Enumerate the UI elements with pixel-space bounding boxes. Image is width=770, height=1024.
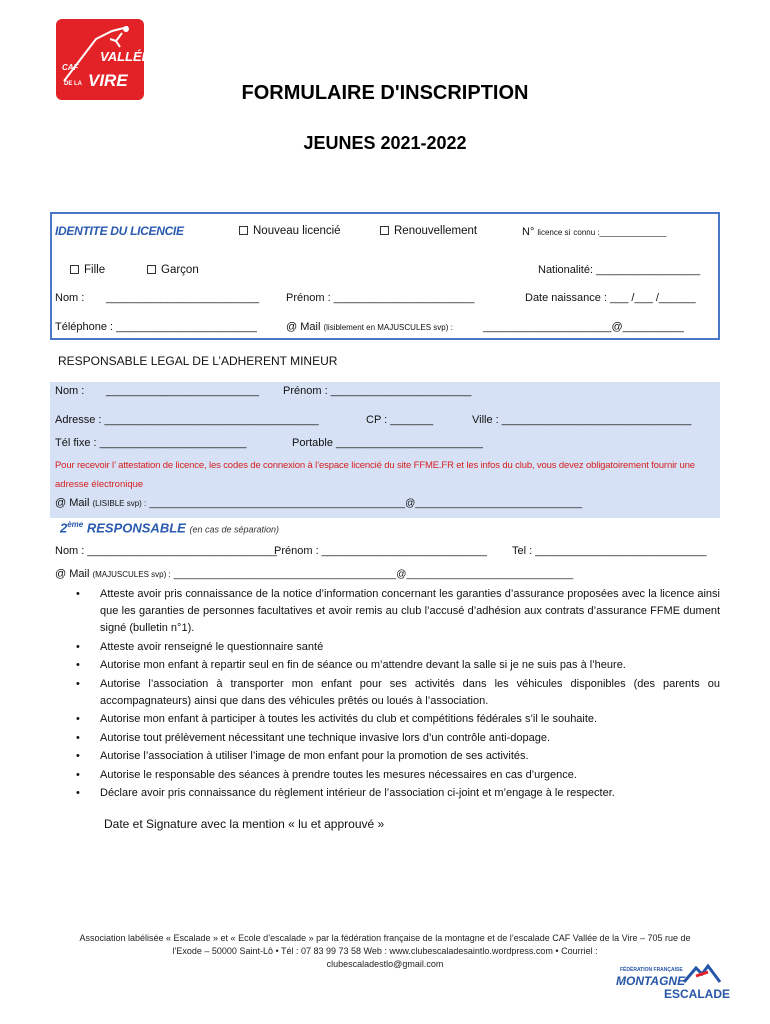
name-field[interactable]: _________________________ <box>106 292 259 304</box>
signature-label: Date et Signature avec la mention « lu et approuvé » <box>104 817 385 831</box>
legal-mail-label: @ Mail <box>55 497 90 509</box>
boy-option[interactable] <box>147 264 199 276</box>
consent-item-leave-alone: • Autorise mon enfant à repartir seul en fin de séance ou m’attendre devant la salle si je ne suis pas à l’heure. <box>72 657 720 674</box>
consent-item-image: • Autorise l’association à utiliser l’image de mon enfant pour la promotion de ses activités. <box>72 748 720 765</box>
licence-known-line: connu :_______________ <box>573 228 667 237</box>
legal-name-field[interactable]: _________________________ <box>106 385 259 397</box>
boy-checkbox[interactable] <box>147 265 156 274</box>
phone-field[interactable]: Téléphone : _______________________ <box>55 321 257 333</box>
new-member-option[interactable] <box>239 225 341 237</box>
mail-field[interactable] <box>286 321 453 333</box>
legal-notice-line1: Pour recevoir l’ attestation de licence, les codes de connexion à l’espace licencié du site FFME.FR et les infos du club, vous devez obligatoirement fournir une <box>55 460 695 471</box>
consent-item-health: • Atteste avoir renseigné le questionnaire santé <box>72 639 720 656</box>
second-heading-text: RESPONSABLE <box>83 520 186 536</box>
mail-line[interactable]: _____________________@__________ <box>483 321 684 333</box>
second-mail-label: @ Mail <box>55 568 90 580</box>
consent-item-rules: • Déclare avoir pris connaissance du règlement intérieur de l’association ci-joint et m’engage à le respecter. <box>72 785 720 802</box>
girl-checkbox[interactable] <box>70 265 79 274</box>
second-mail-field[interactable] <box>55 568 573 580</box>
girl-label: Fille <box>84 264 106 276</box>
form-title: FORMULAIRE D'INSCRIPTION <box>241 82 529 104</box>
renewal-option[interactable] <box>380 225 477 237</box>
footer-line3: clubescaladestlo@gmail.com <box>326 959 444 969</box>
nationality-field[interactable]: Nationalité: _________________ <box>538 264 701 276</box>
second-mail-line: ________________________________________@______________________________ <box>173 569 574 580</box>
legal-mail-field[interactable] <box>55 497 582 509</box>
firstname-field[interactable]: Prénom : _______________________ <box>286 292 475 304</box>
consent-item-activities: • Autorise mon enfant à participer à toutes les activités du club et compétitions fédérales s’il le souhaite. <box>72 711 720 728</box>
footer-line2: l’Exode – 50000 Saint-Lô • Tél : 07 83 99 73 58 Web : www.clubescaladesaintlo.wordpress.com • Courriel : <box>172 946 598 956</box>
legal-cp-field[interactable]: CP : _______ <box>366 414 434 426</box>
ffme-line2: ESCALADE <box>664 987 731 1001</box>
renewal-label: Renouvellement <box>394 225 478 237</box>
consent-list <box>72 586 720 804</box>
second-name-field[interactable]: Nom : _______________________________ <box>55 545 278 557</box>
girl-option[interactable] <box>70 264 105 276</box>
legal-heading: RESPONSABLE LEGAL DE L’ADHERENT MINEUR <box>58 354 338 368</box>
mail-hint: (lisiblement en MAJUSCULES svp) : <box>323 323 453 332</box>
logo-word-de-la: DE LA <box>64 81 82 87</box>
ffme-small: FÉDÉRATION FRANÇAISE <box>620 967 683 973</box>
legal-mail-hint: (LISIBLE svp) : <box>92 499 147 508</box>
ffme-line1: MONTAGNE <box>616 974 686 988</box>
consent-item-doping: • Autorise tout prélèvement nécessitant une technique invasive lors d’un contrôle anti-dopage. <box>72 730 720 747</box>
new-member-checkbox[interactable] <box>239 226 248 235</box>
legal-name-label: Nom : <box>55 385 85 397</box>
legal-firstname-field[interactable]: Prénom : _______________________ <box>283 385 472 397</box>
logo-word-vire: VIRE <box>88 71 128 90</box>
consent-item-emergency: • Autorise le responsable des séances à prendre toutes les mesures nécessaires en cas d’urgence. <box>72 767 720 784</box>
logo-word-caf: CAF <box>62 63 79 72</box>
second-heading <box>60 520 279 535</box>
ffme-mountain-icon <box>682 962 722 986</box>
birthdate-field[interactable]: Date naissance : ___ /___ /______ <box>525 292 696 304</box>
renewal-checkbox[interactable] <box>380 226 389 235</box>
legal-notice-line2: adresse électronique <box>55 479 144 490</box>
legal-mail-line: ______________________________________________@______________________________ <box>149 498 583 509</box>
legal-address-field[interactable]: Adresse : ___________________________________ <box>55 414 319 426</box>
footer-line1: Association labélisée « Escalade » et « Ecole d’escalade » par la fédération française de la montagne et de l’escalade CAF Vallée de la Vire – 705 rue de <box>79 933 691 943</box>
ffme-logo <box>608 962 744 1002</box>
licence-prefix: N° <box>522 226 535 238</box>
consent-item-insurance: • Atteste avoir pris connaissance de la notice d’information concernant les garanties d’assurance proposées avec la licence ainsi que les garanties de personnes facultatives et avoir remis au club l’accusé d’adhésion aux contrats d’assurance FFME dument signé (bulletin n°1). <box>72 586 720 637</box>
logo-word-vallee: VALLÉE <box>100 49 151 64</box>
form-subtitle: JEUNES 2021-2022 <box>303 133 467 153</box>
legal-city-field[interactable]: Ville : _______________________________ <box>472 414 692 426</box>
identity-heading: IDENTITE DU LICENCIE <box>55 224 184 238</box>
legal-mobile-field[interactable]: Portable ________________________ <box>292 437 483 449</box>
second-heading-num: 2 <box>60 520 68 536</box>
boy-label: Garçon <box>161 264 199 276</box>
name-label: Nom : <box>55 292 85 304</box>
second-firstname-field[interactable]: Prénom : ___________________________ <box>274 545 487 557</box>
second-mail-hint: (MAJUSCULES svp) : <box>92 570 171 579</box>
new-member-label: Nouveau licencié <box>253 225 341 237</box>
licence-number-field[interactable] <box>522 226 666 238</box>
consent-item-transport: • Autorise l’association à transporter mon enfant pour ses activités dans les véhicules disponibles (des parents ou accompagnateurs) ainsi que dans des véhicules prêtés ou loués à l’association. <box>72 676 720 710</box>
second-heading-sup: ème <box>67 520 84 529</box>
second-tel-field[interactable]: Tel : ____________________________ <box>512 545 707 557</box>
legal-landline-field[interactable]: Tél fixe : ________________________ <box>55 437 247 449</box>
licence-small-label: licence si <box>537 228 571 237</box>
mail-label: @ Mail <box>286 321 321 333</box>
second-heading-note: (en cas de séparation) <box>189 524 280 535</box>
